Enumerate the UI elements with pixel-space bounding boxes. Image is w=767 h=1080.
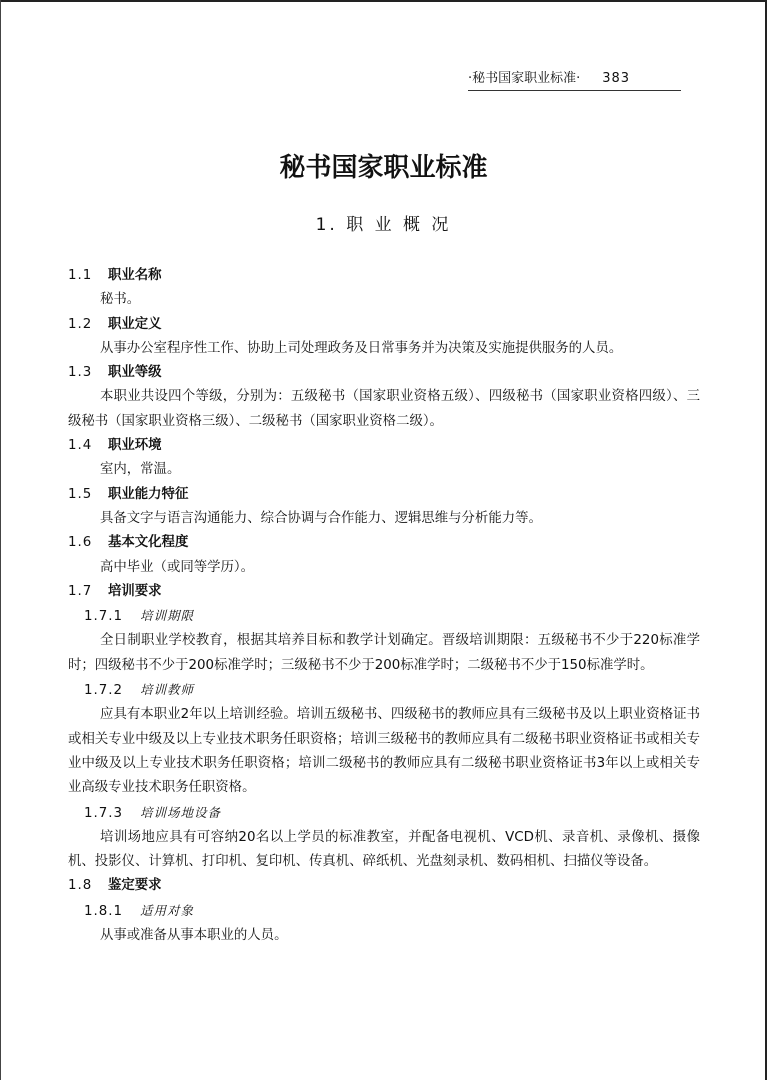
heading-number: 1.7 (68, 583, 93, 599)
heading-text: 适用对象 (140, 902, 195, 918)
subsubsection-heading (68, 899, 700, 924)
heading-text: 职业名称 (108, 268, 162, 283)
body-paragraph: 应具有本职业2年以上培训经验。培训五级秘书、四级秘书的教师应具有三级秘书及以上职业资格证书或相关专业中级及以上专业技术职务任职资格；培训三级秘书的教师应具有二级秘书职业资格证书或相关专业中级及以上专业技术职务任职资格；培训二级秘书的教师应具有二级秘书职业资格证书3年以上或相关专业高级专业技术职务任职资格。 (68, 707, 700, 796)
heading-text: 职业能力特征 (108, 486, 189, 502)
heading-number: 1.3 (68, 365, 93, 381)
subsubsection-heading (68, 604, 700, 629)
body-paragraph: 室内，常温。 (100, 462, 181, 478)
heading-text: 培训教师 (140, 682, 195, 698)
heading-text: 培训场地设备 (140, 804, 222, 820)
body-paragraph: 秘书。 (100, 292, 141, 308)
subsection-heading (68, 361, 700, 385)
heading-text: 基本文化程度 (108, 535, 189, 551)
body-paragraph: 具备文字与语言沟通能力、综合协调与合作能力、逻辑思维与分析能力等。 (100, 510, 542, 526)
subsection-heading (68, 264, 700, 288)
document-title: 秘书国家职业标准 (279, 153, 488, 183)
body-paragraph: 从事或准备从事本职业的人员。 (100, 928, 288, 944)
heading-number: 1.4 (68, 438, 93, 454)
heading-text: 职业环境 (108, 438, 162, 454)
heading-text: 职业定义 (108, 316, 162, 332)
heading-text: 培训要求 (108, 583, 162, 599)
heading-number: 1.7.1 (84, 609, 124, 625)
heading-number: 1.7.2 (84, 683, 124, 699)
heading-number: 1.7.3 (84, 805, 124, 821)
heading-number: 1.1 (68, 268, 93, 283)
subsection-heading (68, 531, 700, 555)
document-body (68, 264, 700, 948)
body-paragraph: 全日制职业学校教育，根据其培养目标和教学计划确定。晋级培训期限：五级秘书不少于220标准学时；四级秘书不少于200标准学时；三级秘书不少于200标准学时；二级秘书不少于150标准学时。 (68, 633, 700, 673)
subsection-heading (68, 313, 700, 337)
heading-text: 鉴定要求 (108, 878, 162, 894)
section-heading: 1. 职 业 概 况 (315, 215, 452, 235)
body-paragraph: 从事办公室程序性工作、协助上司处理政务及日常事务并为决策及实施提供服务的人员。 (100, 340, 623, 356)
heading-number: 1.2 (68, 316, 93, 332)
page-number: 383 (602, 71, 631, 86)
subsubsection-heading (68, 801, 700, 826)
running-head (468, 70, 680, 88)
body-paragraph: 本职业共设四个等级，分别为：五级秘书（国家职业资格五级）、四级秘书（国家职业资格四级）、三级秘书（国家职业资格三级）、二级秘书（国家职业资格二级）。 (68, 389, 700, 429)
subsection-heading (68, 580, 700, 604)
running-head-rule (468, 90, 681, 91)
heading-text: 培训期限 (140, 608, 195, 624)
heading-number: 1.8 (68, 878, 93, 894)
subsection-heading (68, 483, 700, 507)
page-border-top (0, 0, 767, 2)
body-paragraph: 培训场地应具有可容纳20名以上学员的标准教室，并配备电视机、VCD机、录音机、录像机、摄像机、投影仪、计算机、打印机、复印机、传真机、碎纸机、光盘刻录机、数码相机、扫描仪等设备。 (68, 829, 700, 870)
running-head-title: ·秘书国家职业标准· (468, 71, 581, 86)
subsection-heading (68, 434, 700, 458)
subsection-heading (68, 874, 700, 898)
heading-number: 1.8.1 (84, 903, 124, 919)
heading-text: 职业等级 (108, 365, 162, 381)
body-paragraph: 高中毕业（或同等学历）。 (100, 559, 254, 575)
heading-number: 1.6 (68, 535, 93, 551)
subsubsection-heading (68, 678, 700, 703)
heading-number: 1.5 (68, 486, 93, 502)
